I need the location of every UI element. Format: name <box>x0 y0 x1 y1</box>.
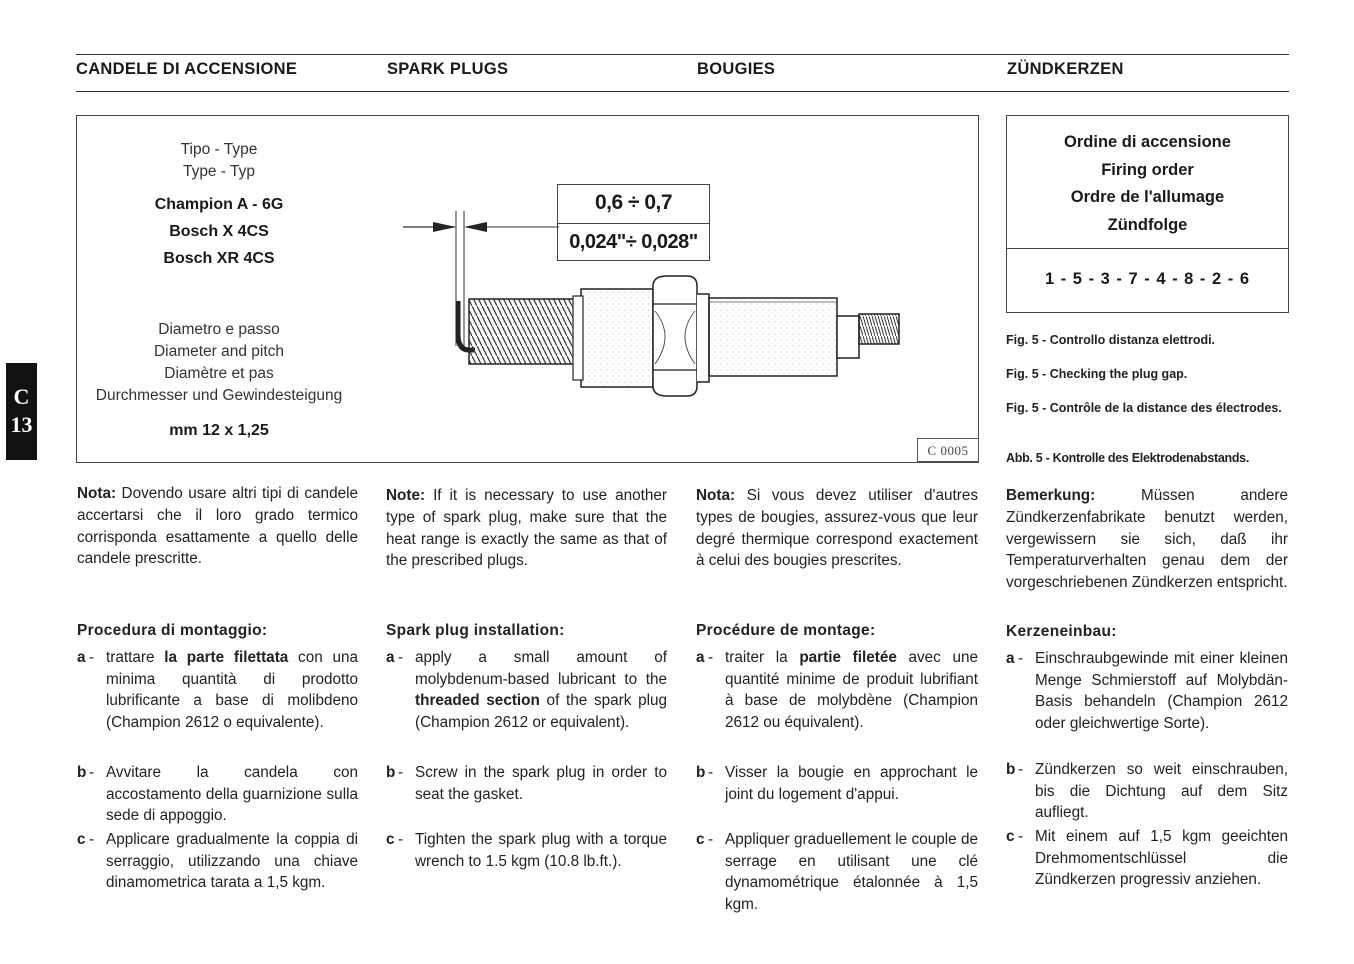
note-text: If it is necessary to use another type of spark plug, make sure that the heat range is exactly the same as that of the prescribed plugs. <box>386 487 668 570</box>
gap-inch: 0,024"÷ 0,028" <box>569 231 698 253</box>
header-top-rule <box>76 54 1289 55</box>
header-italian: CANDELE DI ACCENSIONE <box>76 60 298 78</box>
firing-order-title-fr: Ordre de l'allumage <box>1070 188 1225 206</box>
diameter-label-en: Diameter and pitch <box>153 343 285 360</box>
section-tab-number: 13 <box>10 412 33 437</box>
type-label-1: Tipo - Type <box>180 141 258 158</box>
step-b: b - Zündkerzen so weit einschrauben, bis die Dichtung auf dem Sitz aufliegt. <box>1006 760 1288 822</box>
figure-code: C 0005 <box>917 438 979 462</box>
section-tab <box>6 363 37 460</box>
column-french <box>696 485 978 916</box>
firing-order-box <box>1006 115 1289 313</box>
step-a: a - trattare la parte filettata con una minima quantità di prodotto lubrificante a base di molibdeno (Champion 2612 o equivalente). <box>77 648 358 732</box>
note-text: Si vous devez utiliser d'autres types de bougies, assurez-vous que leur degré thermique correspond exactement à celui des bougies prescrites. <box>696 487 978 570</box>
note-label: Note: <box>386 487 426 504</box>
caption-en: Fig. 5 - Checking the plug gap. <box>1006 367 1188 381</box>
column-english <box>386 485 667 872</box>
step-c: c - Appliquer graduellement le couple de serrage en utilisant une clé dynamométrique étalonnée à 1,5 kgm. <box>696 830 978 914</box>
firing-order-sequence: 1 - 5 - 3 - 7 - 4 - 8 - 2 - 6 <box>1044 270 1251 288</box>
column-german <box>1006 485 1288 891</box>
diameter-value: mm 12 x 1,25 <box>169 422 269 439</box>
header-french: BOUGIES <box>697 60 776 78</box>
step-b: b - Visser la bougie en approchant le joint du logement d'appui. <box>696 763 978 803</box>
step-c: c - Tighten the spark plug with a torque wrench to 1.5 kgm (10.8 lb.ft.). <box>386 830 667 870</box>
note-text: Dovendo usare altri tipi di candele accertarsi che il loro grado termico corrisponda esattamente a quello delle candele prescritte. <box>77 485 358 568</box>
type-label-2: Type - Typ <box>182 163 256 180</box>
diameter-label-fr: Diamètre et pas <box>164 365 274 382</box>
plug-model-bosch-x: Bosch X 4CS <box>169 223 269 240</box>
step-a: a - traiter la partie filetée avec une quantité minime de produit lubrifiant à base de molybdène (Champion 2612 ou équivalent). <box>696 648 978 732</box>
firing-order-title-en: Firing order <box>1101 161 1194 179</box>
step-a: a - Einschraubgewinde mit einer kleinen Menge Schmierstoff auf Molybdän-Basis behandeln (Champion 2612 oder gleichwertige Sorte). <box>1006 649 1288 733</box>
procedure-title: Spark plug installation: <box>386 622 565 639</box>
note-label: Bemerkung: <box>1006 487 1096 504</box>
diameter-label-de: Durchmesser und Gewindesteigung <box>95 387 343 404</box>
section-tab-letter: C <box>13 384 30 409</box>
firing-order-title-it: Ordine di accensione <box>1064 133 1231 151</box>
note-label: Nota: <box>696 487 736 504</box>
header-german: ZÜNDKERZEN <box>1007 60 1124 78</box>
diameter-label-it: Diametro e passo <box>158 321 280 338</box>
spark-plug-figure-box <box>76 115 979 463</box>
step-b: b - Screw in the spark plug in order to seat the gasket. <box>386 763 667 803</box>
header-english: SPARK PLUGS <box>387 60 509 78</box>
plug-model-champion: Champion A - 6G <box>154 196 284 213</box>
caption-de: Abb. 5 - Kontrolle des Elektrodenabstands. <box>1006 451 1249 465</box>
step-c: c - Applicare gradualmente la coppia di serraggio, utilizzando una chiave dinamometrica tarata a 1,5 kgm. <box>77 830 358 892</box>
firing-order-title-de: Zündfolge <box>1107 216 1188 234</box>
plug-model-bosch-xr: Bosch XR 4CS <box>163 250 275 267</box>
procedure-title: Kerzeneinbau: <box>1006 623 1117 640</box>
spark-plug-drawing <box>77 116 978 462</box>
step-c: c - Mit einem auf 1,5 kgm geeichten Drehmomentschlüssel die Zündkerzen progressiv anziehen. <box>1006 827 1288 889</box>
caption-fr: Fig. 5 - Contrôle de la distance des électrodes. <box>1006 401 1282 415</box>
step-b: b - Avvitare la candela con accostamento della guarnizione sulla sede di appoggio. <box>77 763 358 825</box>
procedure-title: Procedura di montaggio: <box>77 622 268 639</box>
column-italian <box>77 483 358 894</box>
note-label: Nota: <box>77 485 117 502</box>
step-a: a - apply a small amount of molybdenum-based lubricant to the threaded section of the spark plug (Champion 2612 or equivalent). <box>386 648 667 732</box>
procedure-title: Procédure de montage: <box>696 622 876 639</box>
gap-mm: 0,6 ÷ 0,7 <box>594 191 673 214</box>
caption-it: Fig. 5 - Controllo distanza elettrodi. <box>1006 333 1216 347</box>
header-bottom-rule <box>76 91 1289 92</box>
note-text: Müssen andere Zündkerzenfabrikate benutzt werden, vergewissern sie sich, daß ihr Temperaturverhalten genau dem der vorgeschriebenen Zündkerzen entspricht. <box>1006 487 1288 592</box>
